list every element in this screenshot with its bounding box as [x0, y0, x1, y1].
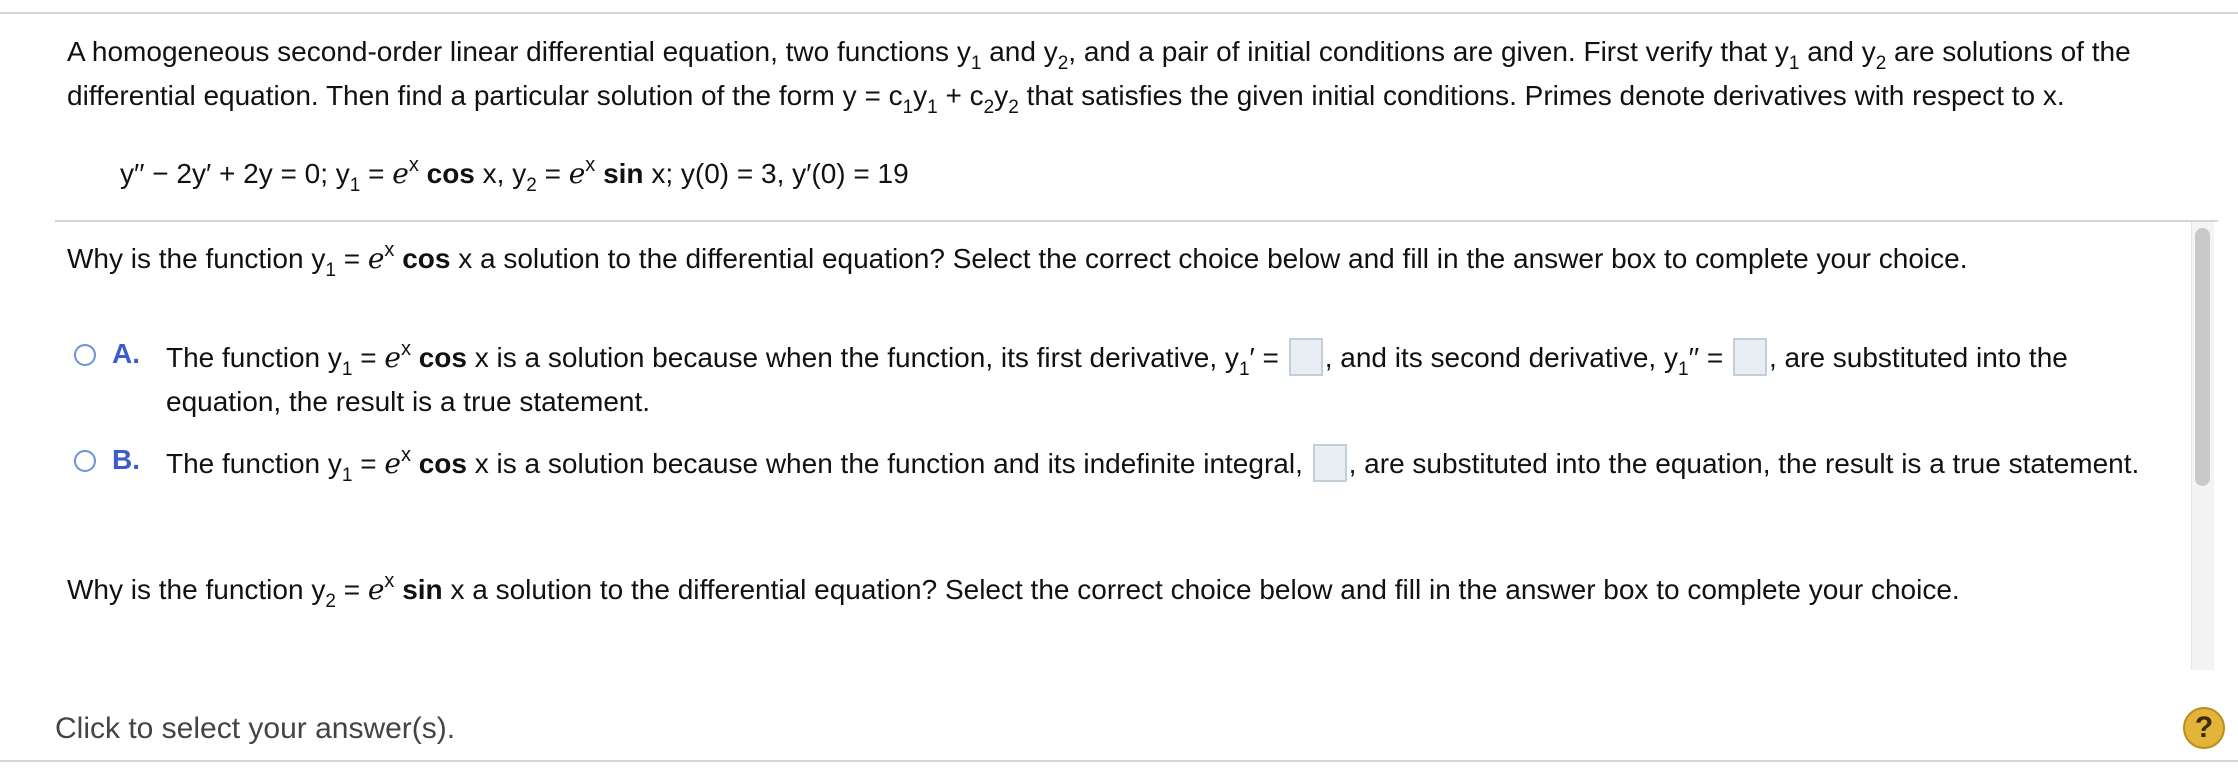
bottom-divider [0, 760, 2238, 762]
top-divider [0, 12, 2238, 14]
answer-box-second-derivative[interactable] [1733, 338, 1767, 376]
status-message: Click to select your answer(s). [55, 712, 456, 745]
question-y2: Why is the function $y_2 = e^x$ sin x a solution to the differential equation? Select the correct choice below and fill in the answer box to complete your choice. [67, 570, 1960, 612]
given-equation: y′′ − 2y′ + 2y = 0; $y_1 = e^x$ cos x, $y_2 = e^x$ sin x; y(0) = 3, y′(0) = 19 [120, 154, 909, 196]
radio-choice-a[interactable] [74, 344, 96, 366]
vertical-scrollbar[interactable] [2191, 222, 2214, 670]
scrollbar-thumb[interactable] [2195, 228, 2210, 486]
radio-choice-b[interactable] [74, 450, 96, 472]
answer-box-first-derivative[interactable] [1289, 338, 1323, 376]
choice-b-letter: B. [112, 444, 140, 475]
problem-statement: A homogeneous second-order linear differential equation, two functions $y_1$ and $y_2$, and a pair of initial conditions are given. First verify that $y_1$ and $y_2$ are solutions of the differential equation. Then find a particular solution of the form $y = c_1y_1 + c_2y_2$ that satisfies the given initial conditions. Primes denote derivatives with respect to x. [67, 36, 2131, 118]
help-icon[interactable]: ? [2183, 707, 2225, 749]
answer-box-indefinite-integral[interactable] [1313, 444, 1347, 482]
choice-a-letter: A. [112, 338, 140, 369]
choice-b-text: The function $y_1 = e^x$ cos x is a solution because when the function and its indefinite integral, , are substituted into the equation, the result is a true statement. [166, 444, 2140, 486]
question-y1: Why is the function $y_1 = e^x$ cos x a solution to the differential equation? Select the correct choice below and fill in the answer box to complete your choice. [67, 239, 1968, 281]
question-panel [0, 222, 2195, 670]
choice-a-text: The function $y_1 = e^x$ cos x is a solution because when the function, its first derivative, $y_1'$ = , and its second derivative, $y_1''$ = , are substituted into the equation, the result is a true statement. [166, 338, 2068, 417]
